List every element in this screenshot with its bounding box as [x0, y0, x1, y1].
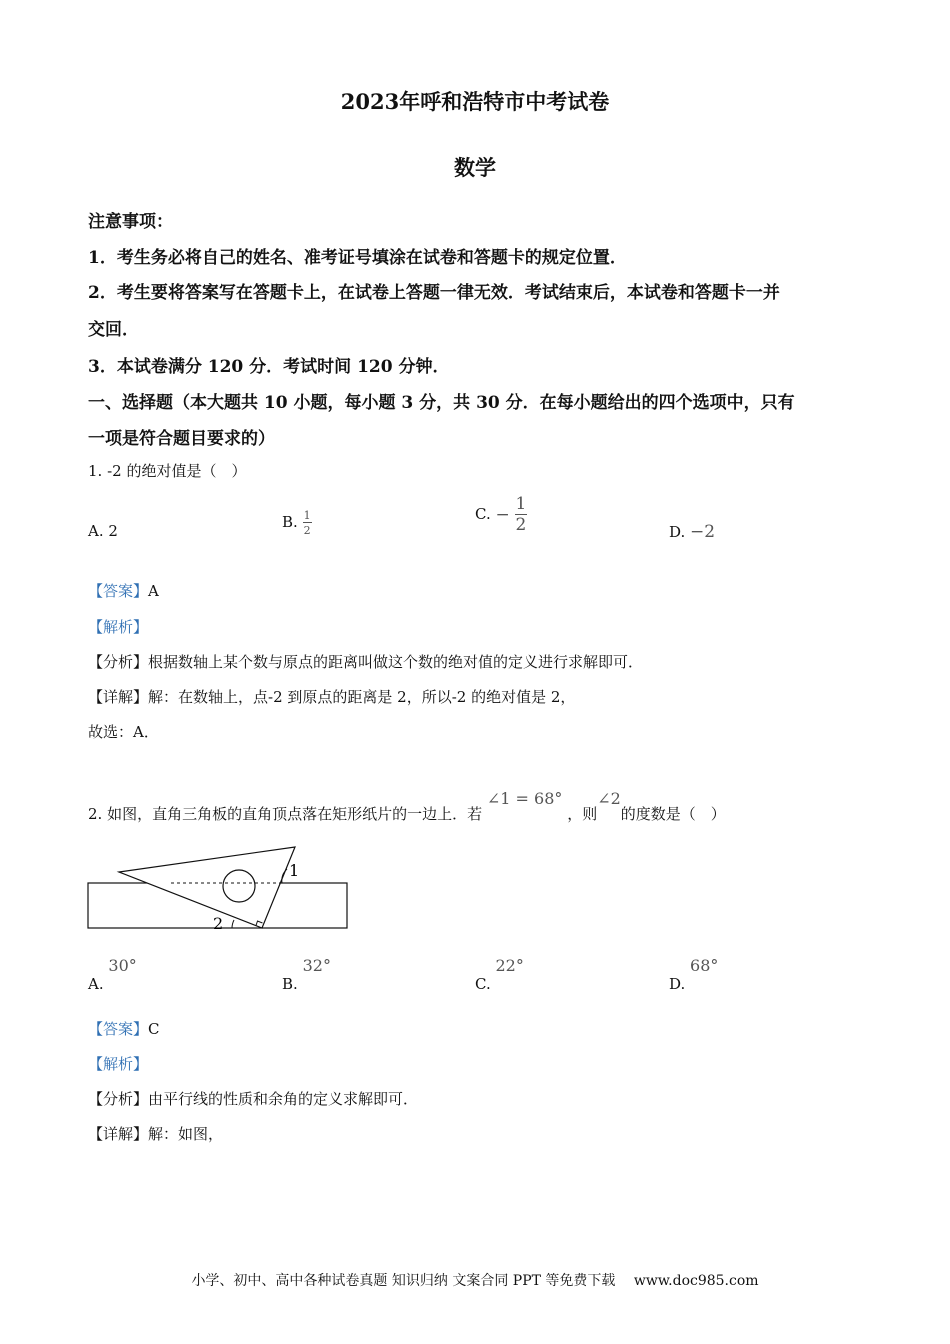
q2-option-a-value: 30° — [108, 956, 137, 975]
q2-stem — [88, 789, 726, 824]
q1-option-a-label: A. — [88, 522, 104, 540]
q1-answer-value: A — [148, 582, 159, 600]
q1-option-c-label: C. — [475, 505, 491, 523]
q2-answer — [88, 1018, 160, 1039]
q1-stem: 1. -2 的绝对值是（ ） — [88, 462, 247, 480]
q1-option-b — [282, 510, 312, 536]
q2-angle2-expression: ∠2 — [597, 789, 621, 808]
q2-fenxi — [88, 1088, 418, 1109]
q2-answer-tag: 【答案】 — [88, 1020, 149, 1038]
q2-option-b-value: 32° — [302, 956, 331, 975]
angle2-arc — [232, 920, 234, 928]
q2-option-d-label: D. — [669, 975, 686, 993]
figure-label-1: 1 — [289, 861, 300, 880]
q2-angle1-expression: ∠1 = 68° — [486, 789, 563, 808]
q1-xiangjie — [88, 686, 575, 707]
q1-option-c-sign: − — [495, 505, 510, 525]
q1-option-c-fraction — [515, 496, 528, 534]
q1-option-b-label: B. — [282, 513, 298, 531]
q2-xiangjie-tag: 【详解】 — [88, 1125, 149, 1143]
q1-option-c-numerator: 1 — [515, 494, 527, 514]
q1-xiangjie-text: 解：在数轴上，点-2 到原点的距离是 2，所以-2 的绝对值是 2， — [148, 688, 576, 706]
q1-fenxi-text: 根据数轴上某个数与原点的距离叫做这个数的绝对值的定义进行求解即可． — [148, 653, 644, 671]
notice-item-1: 1．考生务必将自己的姓名、准考证号填涂在试卷和答题卡的规定位置． — [88, 248, 627, 268]
q2-figure — [84, 840, 356, 936]
q1-fenxi — [88, 651, 643, 672]
q1-option-d — [669, 522, 715, 542]
q2-answer-value: C — [148, 1020, 160, 1038]
exam-title: 2023年呼和浩特市中考试卷 — [340, 89, 610, 114]
q2-option-a — [88, 956, 137, 993]
q1-analysis-tag: 【解析】 — [88, 618, 149, 636]
section1-heading-line2: 一项是符合题目要求的） — [88, 429, 275, 449]
q1-option-c — [475, 496, 527, 534]
q2-xiangjie-text: 解：如图， — [148, 1125, 224, 1143]
subject-title: 数学 — [454, 155, 496, 180]
figure-label-2: 2 — [213, 914, 224, 933]
q1-option-c-denominator: 2 — [515, 515, 527, 535]
q2-xiangjie — [88, 1123, 223, 1144]
q2-stem-part3: 的度数是（ ） — [620, 805, 726, 823]
q1-option-d-label: D. — [669, 523, 686, 541]
q2-option-a-label: A. — [88, 975, 104, 993]
q1-conclusion: 故选：A． — [88, 723, 159, 741]
q1-xiangjie-tag: 【详解】 — [88, 688, 149, 706]
q2-option-b — [282, 956, 331, 993]
q2-option-c-value: 22° — [495, 956, 524, 975]
q2-option-d — [669, 956, 719, 993]
q1-fenxi-tag: 【分析】 — [88, 653, 149, 671]
notice-item-2-line2: 交回． — [88, 320, 139, 340]
q2-fenxi-tag: 【分析】 — [88, 1090, 149, 1108]
right-triangle-ruler — [119, 847, 295, 928]
q1-answer-tag: 【答案】 — [88, 582, 149, 600]
q2-option-b-label: B. — [282, 975, 298, 993]
q1-option-b-numerator: 1 — [303, 509, 311, 522]
notice-item-2-line1: 2．考生要将答案写在答题卡上，在试卷上答题一律无效．考试结束后，本试卷和答题卡一并 — [88, 283, 780, 303]
page-footer: 小学、初中、高中各种试卷真题 知识归纳 文案合同 PPT 等免费下载 www.doc985.com — [191, 1273, 759, 1289]
notice-item-3: 3．本试卷满分 120 分．考试时间 120 分钟． — [88, 357, 450, 377]
q1-option-a — [88, 522, 118, 540]
q1-option-d-value: −2 — [690, 522, 716, 542]
q2-analysis-tag: 【解析】 — [88, 1055, 149, 1073]
q1-answer — [88, 580, 159, 601]
q1-option-a-value: 2 — [108, 522, 118, 540]
q1-option-b-denominator: 2 — [303, 524, 311, 537]
q2-option-d-value: 68° — [690, 956, 719, 975]
q2-option-c — [475, 956, 524, 993]
section1-heading-line1: 一、选择题（本大题共 10 小题，每小题 3 分，共 30 分．在每小题给出的四个选项中，只有 — [88, 393, 795, 413]
q2-stem-part1: 2. 如图，直角三角板的直角顶点落在矩形纸片的一边上．若 — [88, 805, 483, 823]
q1-option-b-fraction — [303, 510, 312, 536]
q2-fenxi-text: 由平行线的性质和余角的定义求解即可． — [148, 1090, 419, 1108]
q2-option-c-label: C. — [475, 975, 491, 993]
notice-heading: 注意事项： — [88, 212, 173, 232]
q2-stem-part2: ，则 — [567, 805, 598, 823]
